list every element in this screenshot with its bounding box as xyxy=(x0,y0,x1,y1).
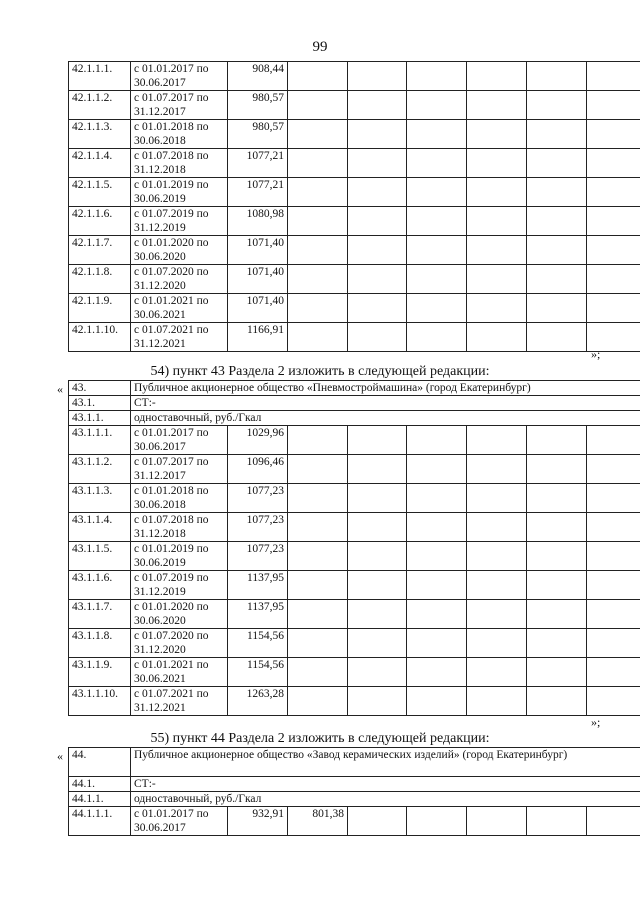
table-cell xyxy=(467,207,527,236)
table-cell: 43.1.1. xyxy=(69,411,131,426)
table-cell: 980,57 xyxy=(228,91,288,120)
table-cell xyxy=(587,513,640,542)
table-cell xyxy=(348,513,407,542)
table-cell xyxy=(527,571,587,600)
table-cell xyxy=(348,629,407,658)
table-row xyxy=(69,513,640,542)
table-cell xyxy=(288,236,348,265)
table-cell xyxy=(348,236,407,265)
table-cell: 43.1.1.1. xyxy=(69,426,131,455)
tariff-table-43 xyxy=(68,380,640,716)
table-row xyxy=(69,484,640,513)
table-cell: 42.1.1.4. xyxy=(69,149,131,178)
table-cell xyxy=(587,455,640,484)
table-subheader-row xyxy=(69,411,640,426)
table-cell: с 01.07.2020 по 31.12.2020 xyxy=(131,265,228,294)
table-cell xyxy=(587,658,640,687)
table-cell: 1071,40 xyxy=(228,265,288,294)
table-cell xyxy=(527,149,587,178)
table-row xyxy=(69,629,640,658)
table-cell: с 01.01.2019 по 30.06.2019 xyxy=(131,178,228,207)
table-cell xyxy=(467,658,527,687)
table-cell: 1077,21 xyxy=(228,178,288,207)
table-cell xyxy=(407,62,467,91)
table-row xyxy=(69,687,640,716)
table-row xyxy=(69,426,640,455)
table-cell: Публичное акционерное общество «Пневмостроймашина» (город Екатеринбург) xyxy=(131,381,640,396)
table-cell xyxy=(527,236,587,265)
table-cell xyxy=(527,265,587,294)
table-cell: 1071,40 xyxy=(228,236,288,265)
table-cell xyxy=(527,484,587,513)
table-cell xyxy=(467,323,527,352)
table-cell xyxy=(407,571,467,600)
table-cell: 1137,95 xyxy=(228,600,288,629)
table-cell xyxy=(288,265,348,294)
table-cell: 43. xyxy=(69,381,131,396)
table-cell xyxy=(467,62,527,91)
table-cell xyxy=(288,455,348,484)
table-cell xyxy=(407,91,467,120)
table-row xyxy=(69,323,640,352)
table-cell xyxy=(407,236,467,265)
table-cell xyxy=(348,426,407,455)
table-cell xyxy=(587,149,640,178)
table-cell: 43.1.1.4. xyxy=(69,513,131,542)
table-cell xyxy=(348,542,407,571)
table-cell xyxy=(288,207,348,236)
table-cell: Публичное акционерное общество «Завод керамических изделий» (город Екатеринбург) xyxy=(131,748,640,777)
table-cell: с 01.01.2017 по 30.06.2017 xyxy=(131,426,228,455)
table-cell: 43.1.1.10. xyxy=(69,687,131,716)
table-cell xyxy=(348,294,407,323)
table-cell xyxy=(587,600,640,629)
table-cell xyxy=(527,513,587,542)
table-cell xyxy=(527,542,587,571)
page-number: 99 xyxy=(312,39,328,55)
table-cell xyxy=(407,658,467,687)
table-cell xyxy=(407,629,467,658)
table-cell xyxy=(407,323,467,352)
table-cell xyxy=(467,236,527,265)
opening-mark: « xyxy=(57,382,63,396)
table-cell: 42.1.1.7. xyxy=(69,236,131,265)
table-cell xyxy=(587,542,640,571)
table-cell: с 01.07.2019 по 31.12.2019 xyxy=(131,571,228,600)
table-cell: с 01.01.2020 по 30.06.2020 xyxy=(131,236,228,265)
table-cell xyxy=(527,600,587,629)
table-cell xyxy=(348,484,407,513)
table-cell xyxy=(348,323,407,352)
table-cell xyxy=(288,149,348,178)
table-cell xyxy=(348,571,407,600)
table-cell: 42.1.1.3. xyxy=(69,120,131,149)
table-cell xyxy=(527,807,587,836)
table-subheader-row xyxy=(69,792,640,807)
table-cell xyxy=(527,629,587,658)
table-cell xyxy=(527,62,587,91)
table-cell: с 01.07.2018 по 31.12.2018 xyxy=(131,149,228,178)
table-cell: СТ:- xyxy=(131,396,640,411)
table-cell xyxy=(288,178,348,207)
table-cell: 932,91 xyxy=(228,807,288,836)
table-cell xyxy=(407,542,467,571)
table-row xyxy=(69,807,640,836)
table-cell xyxy=(527,91,587,120)
table-cell xyxy=(467,571,527,600)
table-cell xyxy=(527,426,587,455)
table-row xyxy=(69,149,640,178)
table-cell: 1029,96 xyxy=(228,426,288,455)
table-cell xyxy=(407,484,467,513)
table-cell: 43.1.1.2. xyxy=(69,455,131,484)
table-cell xyxy=(467,178,527,207)
tariff-table-44 xyxy=(68,747,640,836)
table-cell xyxy=(467,687,527,716)
table-row xyxy=(69,542,640,571)
table-cell xyxy=(527,207,587,236)
table-cell xyxy=(467,484,527,513)
table-cell xyxy=(407,455,467,484)
table-cell: с 01.07.2018 по 31.12.2018 xyxy=(131,513,228,542)
table-cell xyxy=(467,600,527,629)
table-row xyxy=(69,571,640,600)
table-cell xyxy=(288,91,348,120)
table-cell xyxy=(348,600,407,629)
table-cell xyxy=(407,265,467,294)
table-cell xyxy=(527,687,587,716)
tariff-table-42 xyxy=(68,61,640,352)
table-cell: 42.1.1.10. xyxy=(69,323,131,352)
table-cell xyxy=(348,62,407,91)
table-cell xyxy=(348,807,407,836)
table-cell xyxy=(587,807,640,836)
table-cell: 1077,23 xyxy=(228,542,288,571)
table-cell: с 01.01.2020 по 30.06.2020 xyxy=(131,600,228,629)
table-cell xyxy=(288,426,348,455)
table-cell xyxy=(288,513,348,542)
table-cell: 1080,98 xyxy=(228,207,288,236)
table-cell xyxy=(527,294,587,323)
table-cell xyxy=(407,120,467,149)
table-cell xyxy=(348,455,407,484)
table-cell: с 01.07.2021 по 31.12.2021 xyxy=(131,323,228,352)
table-cell: 1071,40 xyxy=(228,294,288,323)
table-cell xyxy=(527,658,587,687)
table-cell xyxy=(288,62,348,91)
table-cell xyxy=(587,91,640,120)
table-cell xyxy=(407,294,467,323)
table-cell xyxy=(467,149,527,178)
table-cell xyxy=(467,91,527,120)
table-cell: СТ:- xyxy=(131,777,640,792)
table-cell xyxy=(288,323,348,352)
table-cell: с 01.07.2021 по 31.12.2021 xyxy=(131,687,228,716)
table-cell: с 01.01.2017 по 30.06.2017 xyxy=(131,807,228,836)
table-cell xyxy=(407,178,467,207)
table-cell: 43.1.1.5. xyxy=(69,542,131,571)
table-cell xyxy=(288,571,348,600)
table-cell: 43.1.1.7. xyxy=(69,600,131,629)
table-cell: 1166,91 xyxy=(228,323,288,352)
table-cell: 1154,56 xyxy=(228,629,288,658)
table-header-row xyxy=(69,381,640,396)
table-cell xyxy=(288,542,348,571)
table-subheader-row xyxy=(69,396,640,411)
table-subheader-row xyxy=(69,777,640,792)
table-cell: 42.1.1.2. xyxy=(69,91,131,120)
table-cell xyxy=(288,294,348,323)
table-row xyxy=(69,600,640,629)
table-cell: 801,38 xyxy=(288,807,348,836)
table-cell xyxy=(348,265,407,294)
table-cell: 1154,56 xyxy=(228,658,288,687)
table-row xyxy=(69,62,640,91)
table-cell xyxy=(467,629,527,658)
table-cell: с 01.07.2019 по 31.12.2019 xyxy=(131,207,228,236)
table-cell xyxy=(407,513,467,542)
table-cell: 44.1.1.1. xyxy=(69,807,131,836)
table-cell: 43.1. xyxy=(69,396,131,411)
table-cell: с 01.01.2018 по 30.06.2018 xyxy=(131,120,228,149)
table-cell xyxy=(348,91,407,120)
table-row xyxy=(69,120,640,149)
table-cell: 42.1.1.9. xyxy=(69,294,131,323)
table-cell xyxy=(467,265,527,294)
table-cell xyxy=(587,178,640,207)
table-cell xyxy=(348,120,407,149)
table-cell: 1096,46 xyxy=(228,455,288,484)
table-cell: 43.1.1.3. xyxy=(69,484,131,513)
table-header-row xyxy=(69,748,640,777)
table-cell xyxy=(348,178,407,207)
table-cell: с 01.01.2017 по 30.06.2017 xyxy=(131,62,228,91)
table-cell: с 01.07.2017 по 31.12.2017 xyxy=(131,455,228,484)
table-cell xyxy=(407,687,467,716)
table-cell: 908,44 xyxy=(228,62,288,91)
table-cell xyxy=(348,207,407,236)
table-cell: 44.1.1. xyxy=(69,792,131,807)
table-cell: 44.1. xyxy=(69,777,131,792)
table-cell xyxy=(407,207,467,236)
table-cell xyxy=(288,120,348,149)
table-cell xyxy=(407,807,467,836)
table-cell: 43.1.1.8. xyxy=(69,629,131,658)
table-cell xyxy=(587,294,640,323)
table-cell xyxy=(527,323,587,352)
table-cell xyxy=(348,658,407,687)
table-cell: одноставочный, руб./Гкал xyxy=(131,411,640,426)
table-cell xyxy=(288,629,348,658)
table-cell xyxy=(527,178,587,207)
table-cell xyxy=(407,149,467,178)
table-cell xyxy=(407,426,467,455)
table-cell: 43.1.1.9. xyxy=(69,658,131,687)
table-cell xyxy=(587,687,640,716)
table-cell: с 01.01.2019 по 30.06.2019 xyxy=(131,542,228,571)
opening-mark: « xyxy=(57,749,63,763)
closing-mark: »; xyxy=(591,715,601,729)
table-cell: 44. xyxy=(69,748,131,777)
table-cell xyxy=(587,426,640,455)
table-row xyxy=(69,658,640,687)
table-row xyxy=(69,455,640,484)
table-cell xyxy=(467,807,527,836)
table-cell: 42.1.1.8. xyxy=(69,265,131,294)
table-cell: 1263,28 xyxy=(228,687,288,716)
table-cell xyxy=(587,207,640,236)
table-cell: с 01.01.2018 по 30.06.2018 xyxy=(131,484,228,513)
table-cell xyxy=(348,149,407,178)
table-row xyxy=(69,265,640,294)
table-cell xyxy=(467,120,527,149)
table-cell xyxy=(467,455,527,484)
table-row xyxy=(69,91,640,120)
table-cell xyxy=(587,629,640,658)
amendment-paragraph-54: 54) пункт 43 Раздела 2 изложить в следующей редакции: xyxy=(150,364,490,379)
table-cell xyxy=(467,294,527,323)
table-cell xyxy=(288,600,348,629)
table-cell: 43.1.1.6. xyxy=(69,571,131,600)
table-cell: 42.1.1.6. xyxy=(69,207,131,236)
table-row xyxy=(69,294,640,323)
table-cell: 1077,23 xyxy=(228,513,288,542)
table-cell: с 01.01.2021 по 30.06.2021 xyxy=(131,658,228,687)
table-cell: 1077,23 xyxy=(228,484,288,513)
closing-mark: »; xyxy=(591,347,601,361)
table-row xyxy=(69,207,640,236)
table-cell xyxy=(288,687,348,716)
table-cell xyxy=(587,62,640,91)
table-row xyxy=(69,178,640,207)
table-cell xyxy=(527,455,587,484)
table-cell xyxy=(587,484,640,513)
table-cell: 980,57 xyxy=(228,120,288,149)
table-cell xyxy=(288,658,348,687)
table-cell: с 01.01.2021 по 30.06.2021 xyxy=(131,294,228,323)
table-cell xyxy=(348,687,407,716)
table-cell: одноставочный, руб./Гкал xyxy=(131,792,640,807)
table-cell xyxy=(288,484,348,513)
table-cell xyxy=(587,120,640,149)
table-cell xyxy=(467,426,527,455)
table-cell xyxy=(587,236,640,265)
table-row xyxy=(69,236,640,265)
table-cell: 1077,21 xyxy=(228,149,288,178)
table-cell: 42.1.1.5. xyxy=(69,178,131,207)
table-cell: с 01.07.2020 по 31.12.2020 xyxy=(131,629,228,658)
table-cell xyxy=(467,513,527,542)
table-cell xyxy=(467,542,527,571)
table-cell: с 01.07.2017 по 31.12.2017 xyxy=(131,91,228,120)
table-cell: 1137,95 xyxy=(228,571,288,600)
table-cell xyxy=(407,600,467,629)
table-cell xyxy=(527,120,587,149)
table-cell xyxy=(587,265,640,294)
table-cell: 42.1.1.1. xyxy=(69,62,131,91)
amendment-paragraph-55: 55) пункт 44 Раздела 2 изложить в следующей редакции: xyxy=(150,731,490,746)
table-cell xyxy=(587,571,640,600)
